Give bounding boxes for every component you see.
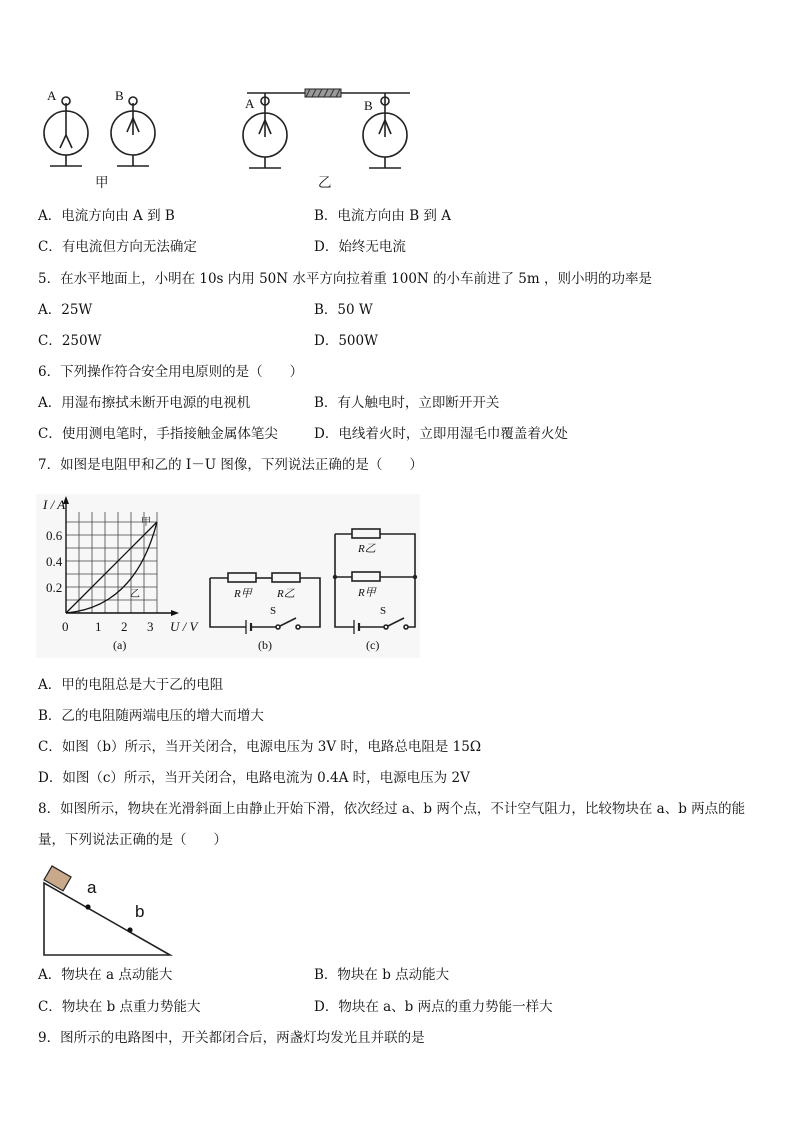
q4-option-c: C．有电流但方向无法确定 [38, 239, 197, 255]
q5-stem: 5．在水平地面上，小明在 10s 内用 50N 水平方向拉着重 100N 的小车前进了 5m ，则小明的功率是 [38, 271, 652, 287]
iu-xtick-1: 1 [95, 619, 102, 634]
switch-label-c: S [380, 605, 387, 617]
q5-option-c: C．250W [38, 333, 102, 349]
q4-option-b: B．电流方向由 B 到 A [314, 208, 451, 224]
iu-xtick-2: 2 [121, 619, 128, 634]
q7-option-c: C．如图（b）所示，当开关闭合，电源电压为 3V 时，电路总电阻是 15Ω [38, 739, 482, 755]
iu-xtick-0: 0 [62, 619, 69, 634]
iu-xlabel: U / V [170, 619, 198, 634]
caption-fig-a: (a) [113, 638, 127, 652]
q7-option-a: A．甲的电阻总是大于乙的电阻 [38, 677, 224, 693]
q9-stem: 9．图所示的电路图中，开关都闭合后，两盏灯均发光且并联的是 [38, 1030, 425, 1046]
label-a-right: A [245, 96, 255, 111]
q6-option-c: C．使用测电笔时，手指接触金属体笔尖 [38, 426, 278, 442]
label-b-right: B [364, 98, 373, 113]
label-a-left: A [47, 88, 57, 103]
incline-figure [0, 0, 794, 200]
iu-ytick-06: 0.6 [46, 528, 63, 543]
q6-stem: 6．下列操作符合安全用电原则的是（ ） [38, 364, 304, 380]
q8-option-b: B．物块在 b 点动能大 [314, 967, 450, 983]
resistor-yi-label-b: R乙 [277, 588, 295, 600]
q8-stem-line2: 量，下列说法正确的是（ ） [38, 832, 227, 848]
iu-ytick-04: 0.4 [46, 554, 63, 569]
q8-option-a: A．物块在 a 点动能大 [38, 967, 173, 983]
q5-option-d: D．500W [314, 333, 378, 349]
point-a [85, 904, 90, 909]
q4-option-a: A．电流方向由 A 到 B [38, 208, 175, 224]
resistor-yi-label-c: R乙 [358, 543, 376, 555]
q8-stem-line1: 8．如图所示，物块在光滑斜面上由静止开始下滑，依次经过 a、b 两个点，不计空气阻力，比较物块在 a、b 两点的能 [38, 801, 746, 817]
curve-jia-label: 甲 [141, 517, 151, 528]
q6-option-a: A．用湿布擦拭未断开电源的电视机 [38, 395, 251, 411]
q8-option-c: C．物块在 b 点重力势能大 [38, 999, 201, 1015]
caption-yi: 乙 [318, 175, 332, 191]
q6-option-d: D．电线着火时，立即用湿毛巾覆盖着火处 [314, 426, 568, 442]
q6-option-b: B．有人触电时，立即断开开关 [314, 395, 500, 411]
q7-stem: 7．如图是电阻甲和乙的 I－U 图像，下列说法正确的是（ ） [38, 457, 423, 473]
caption-fig-c: (c) [366, 638, 380, 652]
curve-yi-label: 乙 [130, 589, 140, 600]
q5-option-b: B．50 W [314, 302, 373, 318]
q7-option-b: B．乙的电阻随两端电压的增大而增大 [38, 708, 264, 724]
point-a-label: a [87, 878, 97, 897]
q8-option-d: D．物块在 a、b 两点的重力势能一样大 [314, 999, 553, 1015]
iu-ytick-02: 0.2 [46, 580, 63, 595]
caption-jia: 甲 [95, 175, 109, 191]
resistor-jia-label-c: R甲 [358, 587, 376, 599]
resistor-jia-label-b: R甲 [234, 588, 252, 600]
caption-fig-b: (b) [258, 638, 272, 652]
iu-xtick-3: 3 [147, 619, 154, 634]
point-b-label: b [135, 902, 145, 921]
q4-option-d: D．始终无电流 [314, 239, 406, 255]
q7-option-d: D．如图（c）所示，当开关闭合，电路电流为 0.4A 时，电源电压为 2V [38, 770, 470, 786]
switch-label-b: S [270, 605, 277, 617]
point-b [127, 927, 132, 932]
label-b-left: B [115, 88, 124, 103]
q5-option-a: A．25W [38, 302, 93, 318]
iu-ylabel: I / A [43, 497, 66, 512]
